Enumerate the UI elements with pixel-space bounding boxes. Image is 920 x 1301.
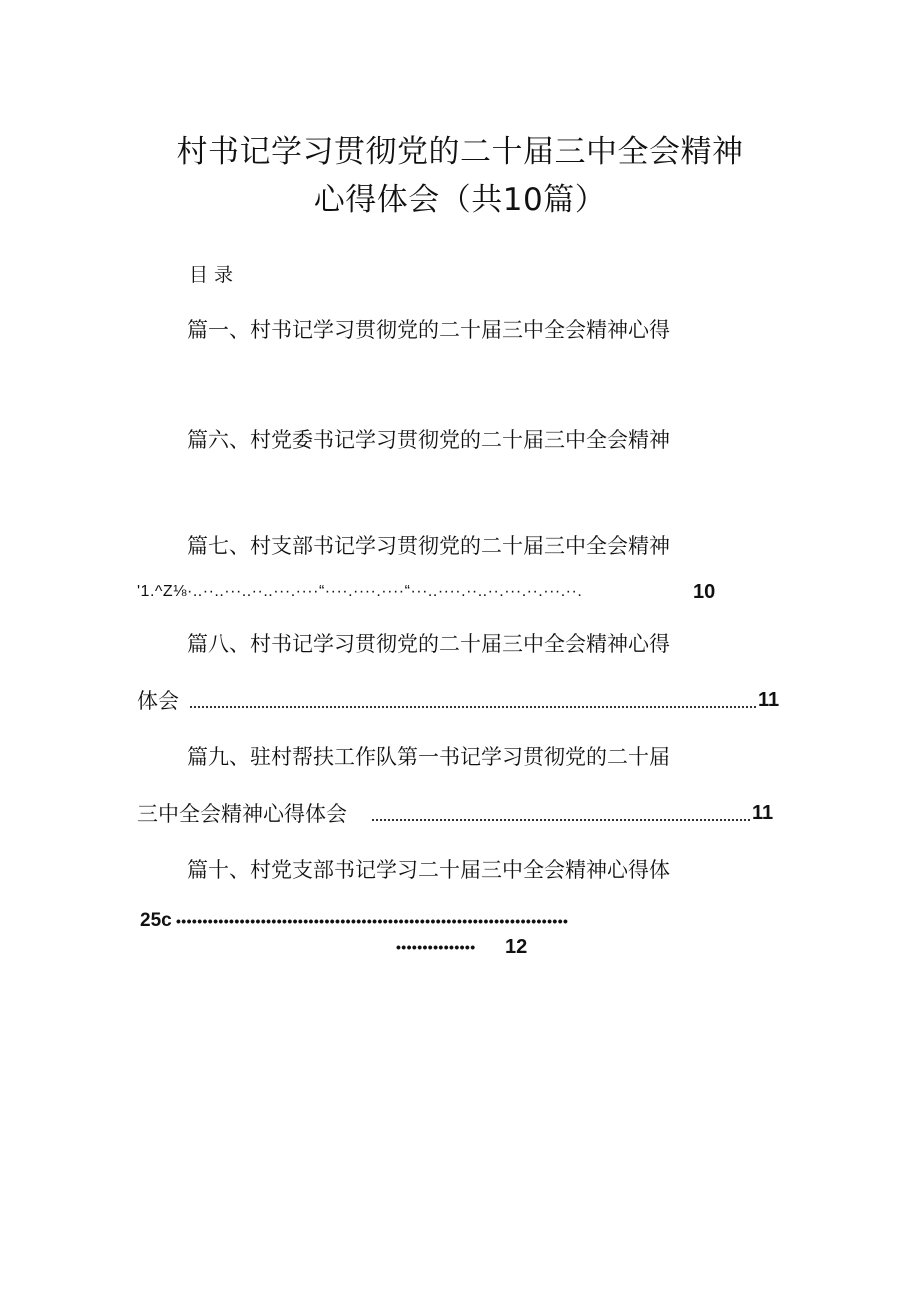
toc-entry-1[interactable]: 篇一、村书记学习贯彻党的二十届三中全会精神心得 (187, 318, 670, 342)
toc-entry-6-dot-leader: •••••••••••••••••••••••••••••••••••••••••••••••••••••••••••••••••••••••••• (176, 913, 569, 929)
toc-entry-6-page-number: 12 (505, 936, 528, 958)
toc-entry-2[interactable]: 篇六、村党委书记学习贯彻党的二十届三中全会精神 (187, 428, 670, 452)
toc-entry-3[interactable]: 篇七、村支部书记学习贯彻党的二十届三中全会精神 (187, 534, 670, 558)
toc-entry-4-continuation: 体会 (137, 689, 179, 713)
toc-heading: 目录 (189, 264, 240, 286)
toc-entry-6[interactable]: 篇十、村党支部书记学习二十届三中全会精神心得体 (187, 858, 670, 882)
toc-entry-3-garbled-leader (137, 579, 693, 605)
toc-entry-4-dot-leader (190, 690, 756, 708)
toc-entry-5[interactable]: 篇九、驻村帮扶工作队第一书记学习贯彻党的二十届 (187, 745, 670, 769)
document-title-line-2: 心得体会（共10篇） (313, 182, 607, 218)
toc-entry-3-continuation: '1.^Z⅛·..··..···..··..···.····“····.····.····“···..····.··..··.···.··.···.··. (137, 583, 583, 600)
toc-entry-3-page-number: 10 (693, 581, 716, 603)
toc-entry-5-dot-leader (372, 803, 750, 821)
toc-entry-5-page-number: 11 (752, 802, 774, 824)
toc-entry-5-continuation: 三中全会精神心得体会 (137, 802, 347, 826)
document-title-line-1: 村书记学习贯彻党的二十届三中全会精神 (176, 134, 744, 170)
toc-entry-4[interactable]: 篇八、村书记学习贯彻党的二十届三中全会精神心得 (187, 632, 670, 656)
toc-entry-6-continuation: 25c (140, 910, 172, 931)
toc-entry-6-dot-leader-wrap: ••••••••••••••• (396, 939, 476, 955)
toc-entry-4-page-number: 11 (758, 689, 780, 711)
